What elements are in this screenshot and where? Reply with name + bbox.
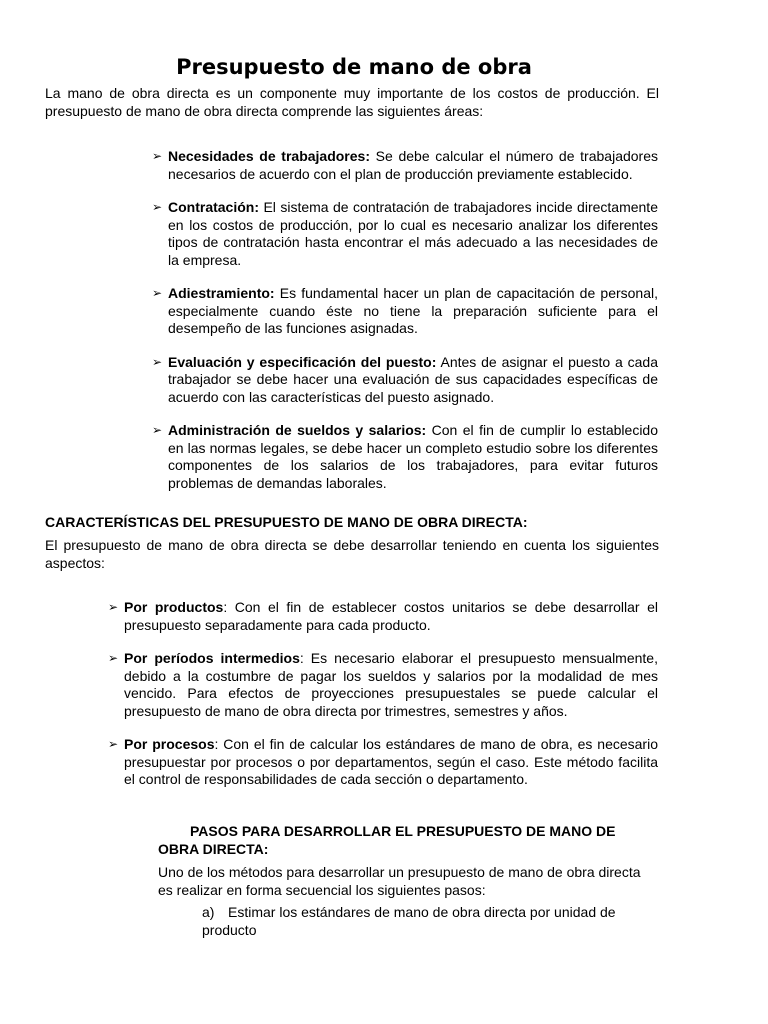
arrow-bullet-icon: ➢ bbox=[152, 149, 163, 163]
step-item bbox=[202, 904, 662, 939]
aspects-list bbox=[108, 599, 658, 805]
item-term: Adiestramiento: bbox=[168, 285, 275, 301]
item-term: Necesidades de trabajadores: bbox=[168, 148, 370, 164]
item-term: Evaluación y especificación del puesto: bbox=[168, 353, 437, 370]
arrow-bullet-icon: ➢ bbox=[108, 651, 119, 665]
arrow-bullet-icon: ➢ bbox=[152, 200, 163, 214]
page-title: Presupuesto de mano de obra bbox=[176, 55, 532, 79]
section-paragraph: Uno de los métodos para desarrollar un presupuesto de mano de obra directa es realizar en forma secuencial los siguientes pasos: bbox=[158, 864, 641, 898]
section-heading: CARACTERÍSTICAS DEL PRESUPUESTO DE MANO DE OBRA DIRECTA: bbox=[45, 514, 528, 530]
item-term: Contratación: bbox=[168, 199, 259, 215]
arrow-bullet-icon: ➢ bbox=[152, 354, 163, 369]
item-text: Con el fin de cumplir lo establecido en las normas legales, se debe hacer un completo estudio sobre los diferentes componentes de los salarios de los trabajadores, para evitar futuros problemas de demandas laborales. bbox=[168, 422, 658, 491]
list-item bbox=[108, 736, 658, 789]
list-item bbox=[152, 285, 658, 338]
item-text: : Con el fin de calcular los estándares de mano de obra, es necesario presupuestar por procesos o por departamentos, según el caso. Este método facilita el control de responsabilidades de cada sección o departamento. bbox=[124, 736, 658, 787]
arrow-bullet-icon: ➢ bbox=[152, 286, 163, 300]
item-term: Por períodos intermedios bbox=[124, 650, 300, 666]
areas-list bbox=[152, 148, 658, 508]
item-text: : Es necesario elaborar el presupuesto mensualmente, debido a la costumbre de pagar los sueldos y salarios por la modalidad de mes vencido. Para efectos de proyecciones presupuestales se puede calcular el presupuesto de mano de obra directa por trimestres, semestres y años. bbox=[124, 650, 658, 719]
section-paragraph: El presupuesto de mano de obra directa se debe desarrollar teniendo en cuenta los siguientes aspectos: bbox=[45, 537, 659, 571]
item-text: Antes de asignar el puesto a cada trabajador se debe hacer una evaluación de sus capacidades específicas de acuerdo con las características del puesto asignado. bbox=[168, 353, 658, 405]
arrow-bullet-icon: ➢ bbox=[108, 737, 119, 751]
arrow-bullet-icon: ➢ bbox=[108, 600, 119, 614]
item-text: Se debe calcular el número de trabajadores necesarios de acuerdo con el plan de producción previamente establecido. bbox=[168, 148, 658, 182]
intro-paragraph: La mano de obra directa es un componente muy importante de los costos de producción. El presupuesto de mano de obra directa comprende las siguientes áreas: bbox=[45, 85, 659, 119]
list-item bbox=[108, 650, 658, 720]
item-term: Por productos bbox=[124, 599, 224, 615]
list-item bbox=[152, 422, 658, 492]
item-term: Por procesos bbox=[124, 736, 215, 752]
item-term: Administración de sueldos y salarios: bbox=[168, 422, 427, 438]
item-text: : Con el fin de establecer costos unitarios se debe desarrollar el presupuesto separadamente para cada producto. bbox=[124, 599, 658, 633]
item-text: El sistema de contratación de trabajadores incide directamente en los costos de producción, por lo cual es necesario analizar los diferentes tipos de contratación hasta encontrar el más adecuado a las necesidades de la empresa. bbox=[168, 199, 658, 268]
list-item bbox=[152, 354, 658, 407]
list-item bbox=[152, 148, 658, 183]
section-heading: PASOS PARA DESARROLLAR EL PRESUPUESTO DE MANO DE OBRA DIRECTA: bbox=[158, 823, 616, 857]
list-item bbox=[108, 599, 658, 634]
step-letter: a) bbox=[202, 904, 215, 920]
list-item bbox=[152, 199, 658, 269]
item-text: Es fundamental hacer un plan de capacitación de personal, especialmente cuando éste no tiene la preparación suficiente para el desempeño de las funciones asignadas. bbox=[168, 285, 658, 336]
step-text: Estimar los estándares de mano de obra directa por unidad de producto bbox=[202, 904, 616, 938]
arrow-bullet-icon: ➢ bbox=[152, 423, 163, 437]
